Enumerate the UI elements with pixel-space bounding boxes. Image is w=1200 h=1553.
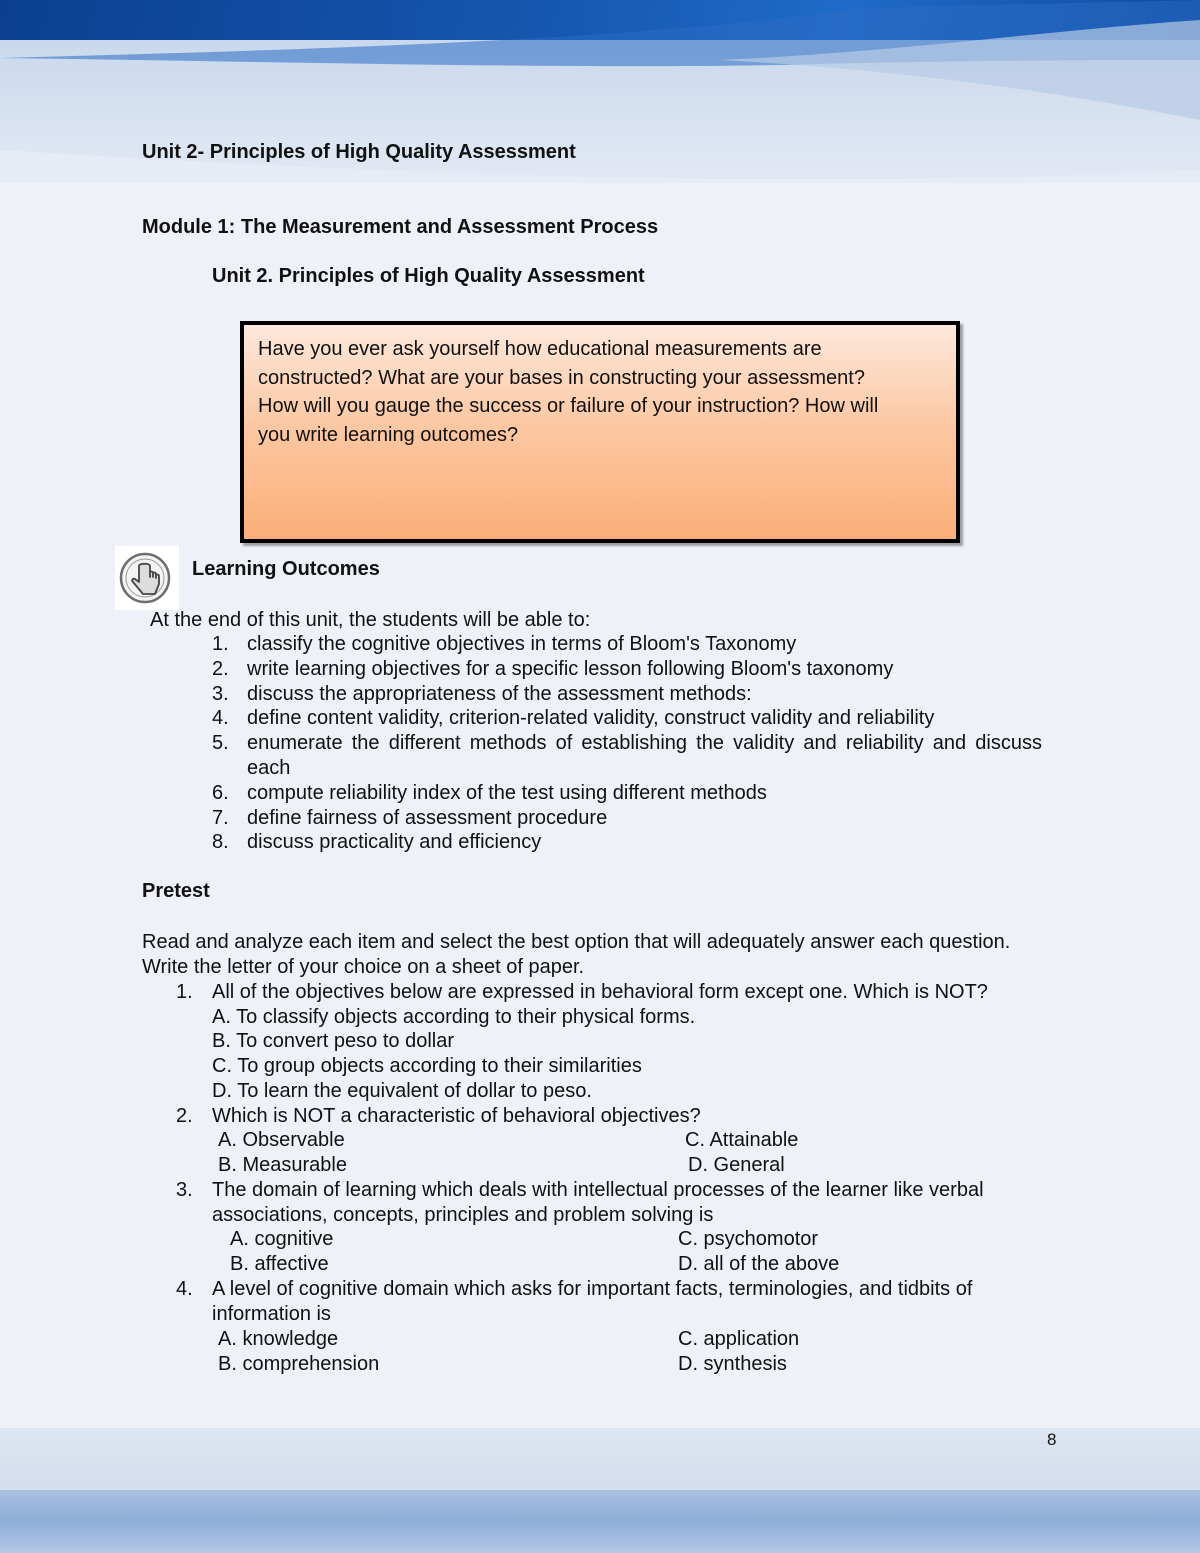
list-item: 5. enumerate the different methods of establishing the validity and reliability and discuss each [212,732,1042,779]
answer-option: C. psychomotor [678,1228,819,1250]
learning-outcomes-intro: At the end of this unit, the students will be able to: [150,609,591,631]
answer-option: D. all of the above [678,1253,840,1275]
hand-pointer-icon [115,546,179,610]
learning-outcomes-list [212,632,1042,855]
page-number: 8 [1047,1430,1057,1449]
answer-option: B. affective [230,1253,329,1275]
question-box-line: How will you gauge the success or failure of your instruction? How will [258,395,879,417]
list-item: 7. define fairness of assessment procedure [212,806,608,829]
answer-option: D. synthesis [678,1353,787,1375]
answer-option: D. General [688,1154,785,1176]
question-box-line: constructed? What are your bases in constructing your assessment? [258,366,865,389]
answer-option: A. knowledge [218,1328,339,1350]
answer-option: A. cognitive [230,1228,334,1250]
answer-option: B. comprehension [218,1353,380,1375]
list-item: 1. classify the cognitive objectives in terms of Bloom's Taxonomy [212,633,797,655]
unit-subtitle: Unit 2. Principles of High Quality Assessment [212,265,645,287]
answer-option: C. To group objects according to their similarities [212,1055,642,1077]
answer-option: D. To learn the equivalent of dollar to peso. [212,1080,592,1102]
pretest-heading: Pretest [142,880,210,902]
answer-option: A. Observable [218,1129,345,1151]
reflection-question-box [240,321,960,543]
question-box-line: Have you ever ask yourself how educational measurements are [258,338,822,360]
answer-option: C. application [678,1328,800,1350]
answer-option: B. To convert peso to dollar [212,1030,454,1052]
answer-option: B. Measurable [218,1154,347,1176]
list-item: 4. define content validity, criterion-related validity, construct validity and reliability [212,707,935,730]
answer-option: A. To classify objects according to their physical forms. [212,1006,696,1028]
module-title: Module 1: The Measurement and Assessment Process [142,216,659,238]
footer-band [0,1428,1200,1493]
list-item: 8. discuss practicality and efficiency [212,831,542,854]
question-box-line: you write learning outcomes? [258,423,519,446]
pretest-instructions: Read and analyze each item and select the best option that will adequately answer each question. Write the letter of your choice on a sheet of paper. [142,931,1011,978]
answer-option: C. Attainable [685,1129,799,1151]
learning-outcomes-heading: Learning Outcomes [192,558,380,580]
unit-header: Unit 2- Principles of High Quality Assessment [142,141,576,163]
footer-bottom-band [0,1490,1200,1553]
list-item: 6. compute reliability index of the test using different methods [212,781,767,804]
list-item: 2. write learning objectives for a specific lesson following Bloom's taxonomy [212,657,894,680]
list-item: 3. discuss the appropriateness of the assessment methods: [212,682,752,705]
